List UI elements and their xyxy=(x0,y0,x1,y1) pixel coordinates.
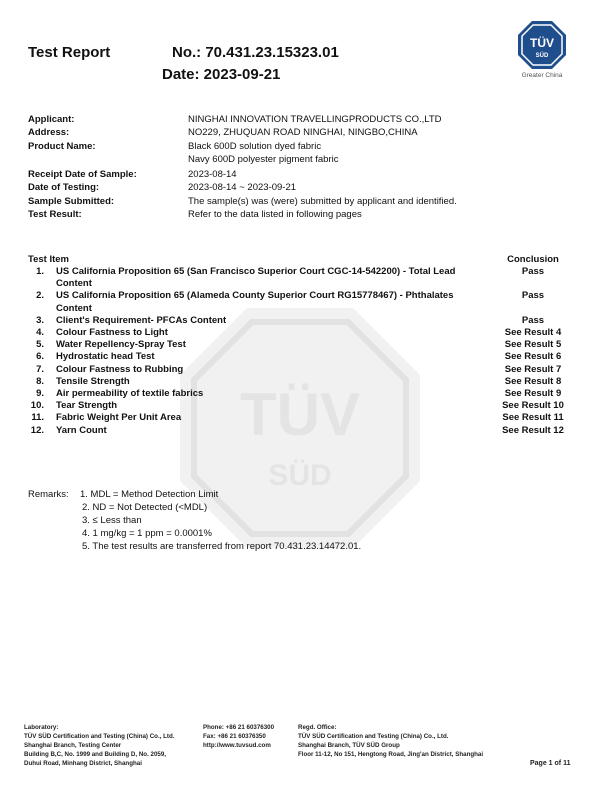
item-conclusion: Pass xyxy=(521,266,545,277)
info-row xyxy=(28,209,588,221)
item-conclusion: See Result 6 xyxy=(504,351,562,363)
item-number: 7. xyxy=(36,363,44,375)
info-value: NINGHAI INNOVATION TRAVELLINGPRODUCTS CO.,LTD xyxy=(188,114,442,125)
test-item-row xyxy=(28,315,573,327)
item-number: 8. xyxy=(36,375,44,387)
item-number: 12. xyxy=(30,424,44,436)
item-conclusion: See Result 10 xyxy=(502,400,564,412)
item-number: 5. xyxy=(36,339,44,351)
remark-line: 3. ≤ Less than xyxy=(82,515,142,526)
remarks-label: Remarks: xyxy=(28,489,69,500)
item-number: 9. xyxy=(36,388,44,400)
info-value: 2023-08-14 ~ 2023-09-21 xyxy=(188,182,297,193)
footer-line: Regd. Office: xyxy=(298,724,337,731)
logo-text: TÜV xyxy=(530,36,554,50)
item-number: 10. xyxy=(30,400,44,412)
info-value: Black 600D solution dyed fabric xyxy=(188,141,322,152)
item-name: Fabric Weight Per Unit Area xyxy=(56,412,182,424)
info-value: The sample(s) was (were) submitted by applicant and identified. xyxy=(188,196,457,207)
item-name: Yarn Count xyxy=(56,424,107,436)
test-items-table xyxy=(28,254,573,437)
footer-contact xyxy=(203,723,298,750)
info-value: Refer to the data listed in following pages xyxy=(188,209,362,220)
item-number: 1. xyxy=(36,266,44,277)
item-conclusion: See Result 9 xyxy=(504,388,562,400)
item-conclusion: See Result 7 xyxy=(504,363,562,375)
info-row xyxy=(28,141,588,153)
item-name: Client's Requirement- PFCAs Content xyxy=(56,314,227,326)
footer-line: TÜV SÜD Certification and Testing (China) Co., Ltd. xyxy=(24,733,175,740)
test-item-row xyxy=(28,400,573,412)
info-value: Navy 600D polyester pigment fabric xyxy=(188,154,339,165)
test-item-row xyxy=(28,364,573,376)
item-name: Tear Strength xyxy=(56,400,118,412)
footer-line: Shanghai Branch, Testing Center xyxy=(24,742,122,749)
item-conclusion: See Result 4 xyxy=(504,327,562,339)
item-name: Colour Fastness to Light xyxy=(56,327,168,339)
footer-office xyxy=(298,723,518,759)
item-name: Tensile Strength xyxy=(56,375,130,387)
report-date: Date: 2023-09-21 xyxy=(162,66,281,83)
info-label: Applicant: xyxy=(28,114,75,125)
item-number: 3. xyxy=(36,314,44,326)
footer-line: Shanghai Branch, TÜV SÜD Group xyxy=(298,742,400,749)
item-number: 2. xyxy=(36,290,44,302)
item-number: 6. xyxy=(36,351,44,363)
watermark-text: TÜV xyxy=(240,381,360,448)
footer-line: Floor 11-12, No 151, Hengtong Road, Jing'an District, Shanghai xyxy=(298,751,484,758)
remark-line: 2. ND = Not Detected (<MDL) xyxy=(82,502,208,513)
footer-phone: Phone: +86 21 60376300 xyxy=(203,724,275,731)
item-name: Air permeability of textile fabrics xyxy=(56,388,204,400)
info-label: Date of Testing: xyxy=(28,182,100,193)
item-name: Water Repellency-Spray Test xyxy=(56,339,186,351)
test-item-row xyxy=(28,339,573,351)
item-conclusion: See Result 11 xyxy=(502,412,564,424)
test-item-row xyxy=(28,351,573,363)
footer-website-link[interactable]: http://www.tuvsud.com xyxy=(203,742,271,749)
info-label: Sample Submitted: xyxy=(28,196,115,207)
tuv-logo xyxy=(517,20,567,70)
item-name: Colour Fastness to Rubbing xyxy=(56,363,184,375)
info-label: Product Name: xyxy=(28,141,96,152)
test-items-header xyxy=(28,254,573,266)
item-conclusion: See Result 8 xyxy=(504,375,562,387)
item-name: US California Proposition 65 (San Francisco Superior Court CGC-14-542200) - Total Lead Content xyxy=(56,266,456,290)
item-name: US California Proposition 65 (Alameda County Superior Court RG15778467) - Phthalates Content xyxy=(56,290,454,314)
info-row xyxy=(28,154,588,166)
test-item-row xyxy=(28,290,573,314)
item-number: 11. xyxy=(31,412,44,424)
watermark-sub: SÜD xyxy=(268,459,332,492)
item-conclusion: See Result 12 xyxy=(502,424,564,436)
info-row xyxy=(28,114,588,126)
item-number: 4. xyxy=(36,327,44,339)
item-name: Hydrostatic head Test xyxy=(56,351,155,363)
test-item-row xyxy=(28,376,573,388)
test-item-row xyxy=(28,412,573,424)
item-conclusion: Pass xyxy=(521,314,545,326)
info-label: Receipt Date of Sample: xyxy=(28,169,137,180)
test-item-row xyxy=(28,388,573,400)
footer-laboratory xyxy=(24,723,199,768)
info-row xyxy=(28,127,588,139)
logo-caption: Greater China xyxy=(521,72,563,79)
logo-sub: SÜD xyxy=(535,53,549,59)
footer-line: Duhui Road, Minhang District, Shanghai xyxy=(24,760,142,767)
footer-line: Building B,C, No. 1999 and Building D, No. 2059, xyxy=(24,751,166,758)
info-label: Test Result: xyxy=(28,209,82,220)
info-row xyxy=(28,182,588,194)
item-conclusion: See Result 5 xyxy=(504,339,562,351)
remark-line: 4. 1 mg/kg = 1 ppm = 0.0001% xyxy=(82,528,212,539)
info-row xyxy=(28,169,588,181)
item-conclusion: Pass xyxy=(521,290,545,302)
report-label: Test Report xyxy=(28,44,111,61)
info-row xyxy=(28,196,588,208)
remark-line: 5. The test results are transferred from report 70.431.23.14472.01. xyxy=(82,541,362,552)
test-item-heading: Test Item xyxy=(28,254,70,265)
test-item-row xyxy=(28,327,573,339)
remark-line: 1. MDL = Method Detection Limit xyxy=(80,489,219,500)
report-number: No.: 70.431.23.15323.01 xyxy=(172,44,339,61)
footer-line: TÜV SÜD Certification and Testing (China) Co., Ltd. xyxy=(298,733,449,740)
info-value: NO229, ZHUQUAN ROAD NINGHAI, NINGBO,CHINA xyxy=(188,127,418,138)
page-number: Page 1 of 11 xyxy=(530,760,571,767)
conclusion-heading: Conclusion xyxy=(507,254,559,265)
test-item-row xyxy=(28,425,573,437)
test-item-row xyxy=(28,266,573,290)
info-label: Address: xyxy=(28,127,70,138)
footer-line: Laboratory: xyxy=(24,724,59,731)
info-value: 2023-08-14 xyxy=(188,169,237,180)
remarks-list xyxy=(80,488,480,553)
footer-fax: Fax: +86 21 60376350 xyxy=(203,733,266,740)
